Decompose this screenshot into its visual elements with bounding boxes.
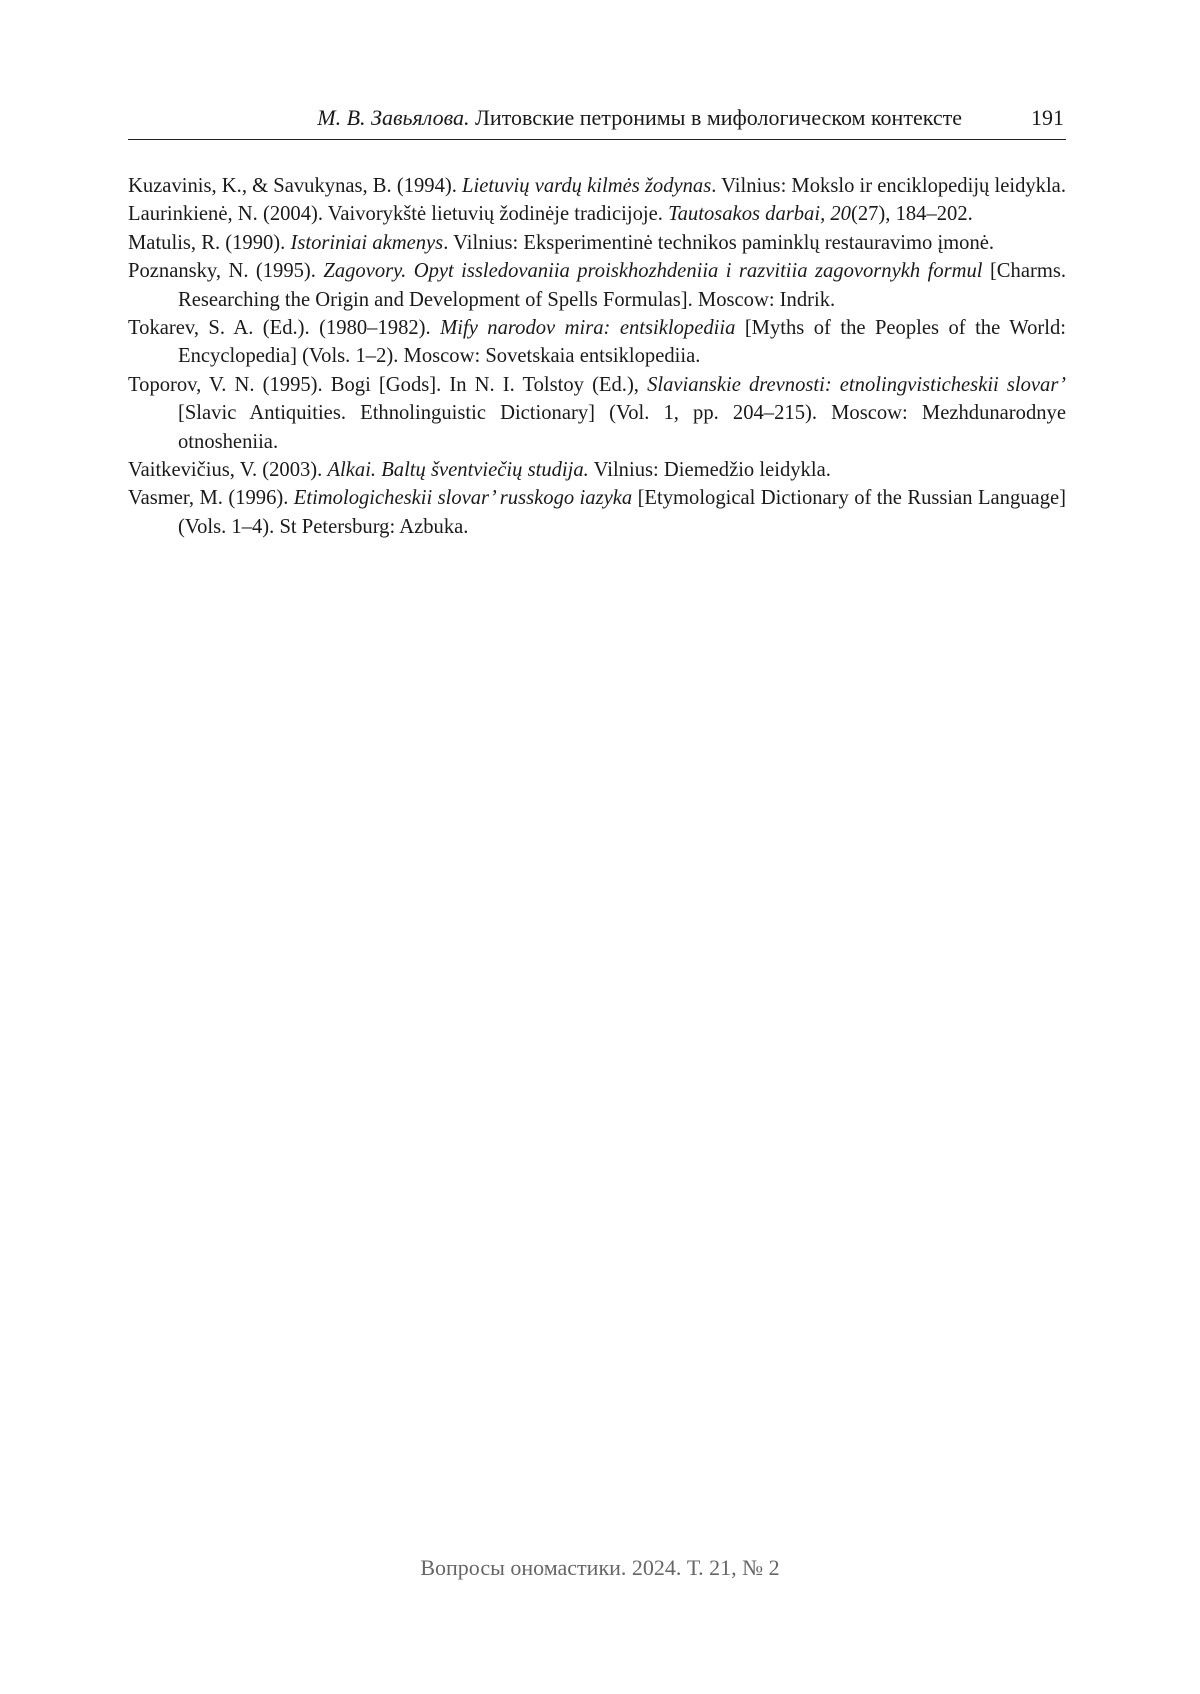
page-number: 191 <box>1031 105 1064 130</box>
reference-item <box>128 172 1066 200</box>
reference-text: Poznansky, N. (1995). <box>128 260 324 283</box>
reference-text: [Charms. Researching the Origin and Development of Spells Formulas]. Moscow: Indrik. <box>178 260 1067 311</box>
reference-text: Toporov, V. N. (1995). Bogi [Gods]. In N. I. Tolstoy (Ed.), <box>128 373 648 396</box>
reference-text: Vilnius: Diemedžio leidykla. <box>588 459 831 482</box>
reference-text: [Etymological Dictionary of the Russian Language] (Vols. 1–4). St Petersburg: Azbuka. <box>178 487 1066 538</box>
journal-footer: Вопросы ономастики. 2024. Т. 21, № 2 <box>420 1555 780 1580</box>
running-author: М. В. Завьялова. <box>317 105 470 130</box>
reference-item <box>128 456 1066 484</box>
reference-italic: Mify narodov mira: entsiklopediia <box>440 317 736 340</box>
reference-italic: Etimologicheskii slovar’ russkogo iazyka <box>293 487 633 510</box>
reference-text: Laurinkienė, N. (2004). Vaivorykštė lietuvių žodinėje tradicijoje. <box>128 203 669 226</box>
reference-item <box>128 200 1066 228</box>
reference-item <box>128 229 1066 257</box>
reference-text: Matulis, R. (1990). <box>128 231 291 254</box>
reference-item <box>128 314 1066 371</box>
reference-italic: Zagovory. Opyt issledovaniia proiskhozhdeniia i razvitiia zagovornykh formul <box>323 260 983 283</box>
reference-text: (27), 184–202. <box>850 203 973 226</box>
reference-item <box>128 484 1066 541</box>
reference-italic: Istoriniai akmenys <box>290 231 444 254</box>
reference-italic: Slavianskie drevnosti: etnolingvisticheskii slovar’ <box>647 373 1066 396</box>
reference-text: . Vilnius: Mokslo ir enciklopedijų leidykla. <box>711 175 1066 197</box>
reference-italic: Alkai. Baltų šventviečių studija. <box>327 459 589 482</box>
reference-text: Kuzavinis, K., & Savukynas, B. (1994). <box>128 175 463 197</box>
reference-text: Tokarev, S. A. (Ed.). (1980–1982). <box>128 317 441 340</box>
running-article-title: Литовские петронимы в мифологическом контексте <box>475 105 962 130</box>
reference-text: . Vilnius: Eksperimentinė technikos paminklų restauravimo įmonė. <box>443 231 995 254</box>
reference-text: Vaitkevičius, V. (2003). <box>128 459 328 482</box>
running-title <box>317 104 962 132</box>
reference-list <box>128 172 1066 541</box>
reference-text: Vasmer, M. (1996). <box>128 487 294 510</box>
reference-item <box>128 371 1066 456</box>
running-head <box>128 104 1066 140</box>
reference-italic: Tautosakos darbai, 20 <box>668 203 851 226</box>
reference-item <box>128 257 1066 314</box>
reference-text: [Slavic Antiquities. Ethnolinguistic Dictionary] (Vol. 1, pp. 204–215). Moscow: Mezhdunarodnye otnosheniia. <box>178 402 1066 453</box>
reference-italic: Lietuvių vardų kilmės žodynas <box>462 175 712 197</box>
reference-text: [Myths of the Peoples of the World: Encyclopedia] (Vols. 1–2). Moscow: Sovetskaia entsiklopediia. <box>178 317 1066 368</box>
